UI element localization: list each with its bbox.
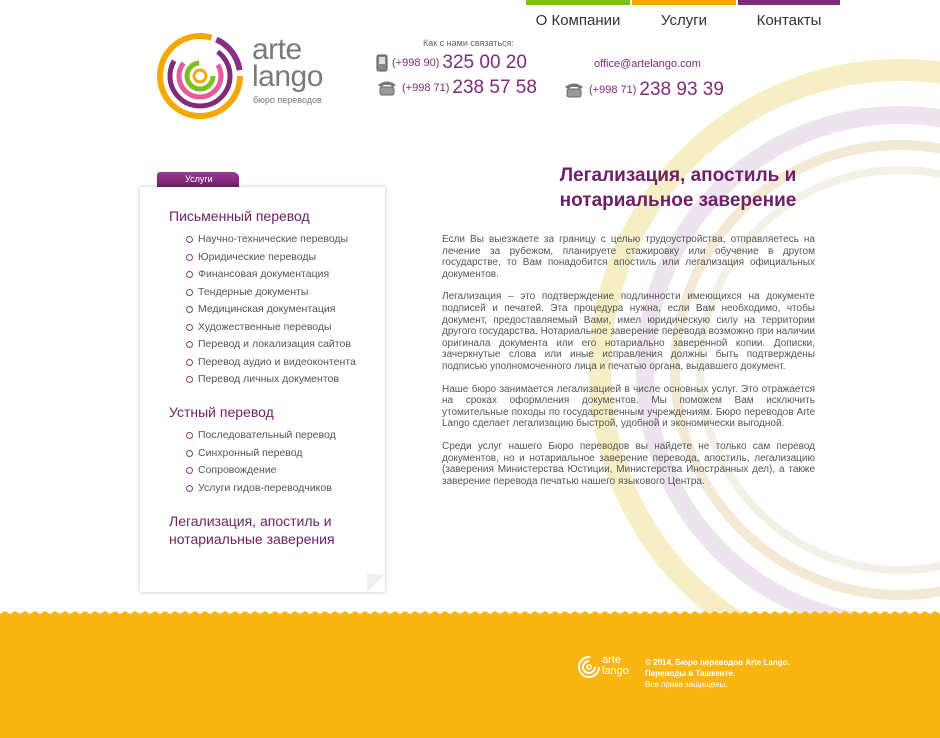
sidebar-heading-legalization-line2: нотариальные заверения (169, 531, 335, 547)
sidebar-item[interactable]: Научно-технические переводы (186, 231, 356, 249)
sidebar-tab-services[interactable]: Услуги (157, 172, 239, 188)
landline-phone-icon (563, 81, 585, 99)
sidebar-item[interactable]: Юридические переводы (186, 249, 356, 267)
sidebar-list-oral (186, 427, 336, 497)
page-title-line2: нотариальное заверение (559, 190, 797, 211)
mobile-code: (+998 90) (392, 57, 440, 69)
sidebar-item[interactable]: Услуги гидов-переводчиков (186, 480, 336, 498)
logo-subtitle: бюро переводов (253, 95, 322, 105)
logo-line-lango: lango (252, 60, 323, 93)
page-title-line1: Легализация, апостиль и (559, 165, 797, 186)
phone2-number: 238 93 39 (639, 79, 724, 100)
phone1-number: 238 57 58 (452, 77, 537, 98)
page-title (540, 163, 816, 213)
sidebar-item[interactable]: Перевод и локализация сайтов (186, 336, 356, 354)
sidebar-list-written (186, 231, 356, 389)
paragraph: Если Вы выезжаете за границу с целью трудоустройства, отправляетесь на лечение за рубежом, планируете стажировку или обучение в другом государстве, то Вам понадобится апостиль или легализация официальных документов. (442, 234, 815, 280)
sidebar-item[interactable]: Последовательный перевод (186, 427, 336, 445)
sidebar-item[interactable]: Перевод аудио и видеоконтента (186, 354, 356, 372)
sidebar-item[interactable]: Синхронный перевод (186, 445, 336, 463)
footer-logo-rings-icon (577, 655, 601, 679)
footer-copyright (645, 657, 790, 690)
footer-logo-wordmark (602, 655, 629, 677)
sidebar-item[interactable]: Медицинская документация (186, 301, 356, 319)
nav-tab-services[interactable]: Услуги (632, 0, 736, 28)
phone2-row (563, 79, 724, 101)
sidebar-heading-legalization[interactable] (169, 512, 335, 548)
logo-line-arte: arte (252, 33, 302, 66)
footer-copyright-line2: Переводы в Ташкенте. (645, 669, 736, 678)
paragraph: Легализация – это подтверждение подлинности имеющихся на документе подписей и печатей. Эта процедура нужна, если Вам необходимо, чтобы документ, предоставляемый Вами, имел юридическую силу на территории другого государства. Нотариальное заверение перевода возможно при наличии оригинала документа или его нотариально заверенной копии. Дописки, зачеркнутые слова или иные исправления должны быть подтверждены подписью уполномоченного лица и печатью органа, выдавшего документ. (442, 291, 815, 372)
footer-logo-line-arte: arte (602, 654, 621, 666)
site-logo[interactable] (156, 30, 331, 130)
nav-tab-about[interactable]: О Компании (526, 0, 630, 28)
article-body (442, 234, 815, 498)
phone1-row (376, 77, 537, 99)
footer-logo[interactable] (577, 655, 637, 679)
phone1-code: (+998 71) (402, 82, 450, 94)
sidebar-item[interactable]: Тендерные документы (186, 284, 356, 302)
sidebar-item[interactable]: Перевод личных документов (186, 371, 356, 389)
phone2-code: (+998 71) (589, 84, 637, 96)
sidebar-heading-oral[interactable]: Устный перевод (169, 404, 274, 420)
email-link[interactable]: office@artelango.com (594, 58, 701, 70)
sidebar-services (140, 187, 385, 592)
mobile-number: 325 00 20 (442, 52, 527, 73)
page-curl-decoration (367, 574, 385, 592)
sidebar-heading-written[interactable]: Письменный перевод (169, 208, 310, 224)
footer-rights: Все права защищены. (645, 680, 728, 689)
sidebar-item[interactable]: Художественные переводы (186, 319, 356, 337)
footer (0, 614, 940, 738)
sidebar-heading-legalization-line1: Легализация, апостиль и (169, 513, 332, 529)
footer-logo-line-lango: lango (602, 665, 629, 677)
landline-phone-icon (376, 79, 398, 97)
paragraph: Наше бюро занимается легализацией в числе основных услуг. Это отражается на сроках оформления документов. Мы поможем Вам исключить утомительные походы по государственным учреждениям. Бюро переводов Arte Lango сделает легализацию быстрой, удобной и экономически выгодной. (442, 383, 815, 430)
logo-rings-icon (156, 30, 248, 122)
sidebar-item[interactable]: Сопровождение (186, 462, 336, 480)
top-navigation (526, 0, 840, 28)
logo-wordmark (252, 33, 323, 93)
mobile-phone-icon (376, 54, 388, 72)
paragraph: Среди услуг нашего Бюро переводов вы найдете не только сам перевод документов, но и нотариальное заверение перевода, апостиль, легализацию (заверения Министерства Юстиции, Министерства Иностранных дел), а также заверение перевода печатью нашего языкового Центра. (442, 440, 815, 487)
mobile-phone-row (376, 52, 527, 74)
contact-caption: Как с нами связаться: (423, 38, 515, 48)
nav-tab-contacts[interactable]: Контакты (738, 0, 840, 28)
footer-copyright-line1: © 2014, Бюро переводов Arte Lango. (645, 658, 790, 667)
sidebar-item[interactable]: Финансовая документация (186, 266, 356, 284)
